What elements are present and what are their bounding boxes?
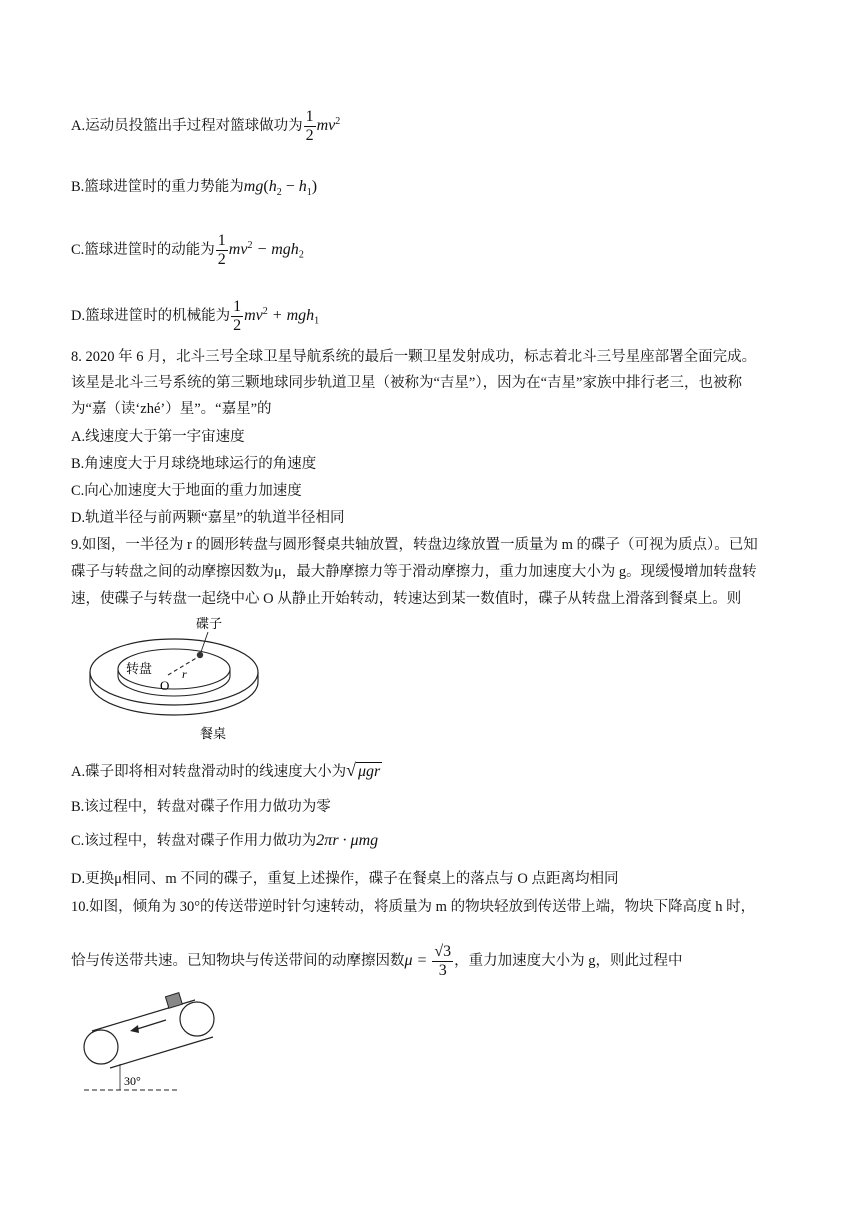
q9-stem-line-2: 碟子与转盘之间的动摩擦因数为μ，最大静摩擦力等于滑动摩擦力，重力加速度大小为 g。现缓慢增加转盘转 <box>71 564 757 580</box>
table-label: 餐桌 <box>200 726 227 741</box>
q8-option-b: B.角速度大于月球绕地球运行的角速度 <box>71 456 317 472</box>
belt-bottom <box>110 1037 213 1068</box>
q9-stem-line-1: 9.如图，一半径为 r 的圆形转盘与圆形餐桌共轴放置，转盘边缘放置一质量为 m 的碟子（可视为质点）。已知 <box>71 537 758 553</box>
q10-stem-line-1: 10.如图，倾角为 30°的传送带逆时针匀速转动，将质量为 m 的物块轻放到传送带上端，物块下降高度 h 时， <box>71 899 756 915</box>
q7-option-c-text: C.篮球进筐时的动能为 <box>71 241 215 258</box>
radius-label: r <box>182 667 187 681</box>
turntable-figure <box>84 612 264 744</box>
q9-option-d: D.更换μ相同、m 不同的碟子，重复上述操作，碟子在餐桌上的落点与 O 点距离均相同 <box>71 871 619 887</box>
plate-dot <box>197 652 203 658</box>
plate-label: 碟子 <box>196 616 223 631</box>
q7-option-a: A.运动员投篮出手过程对篮球做功为 $\frac{1}{2}$ $mv^2$ <box>71 108 341 144</box>
fraction: $\frac{1}{2}$ <box>233 298 242 334</box>
fraction: $\frac{1}{2}$ <box>305 108 314 144</box>
conveyor-figure <box>80 990 230 1094</box>
q8-stem-line-3: 为“嘉（读‘zhé’）星”。“嘉星”的 <box>71 401 272 417</box>
q7-option-c: C.篮球进筐时的动能为 $\frac{1}{2}$ $mv^2 - mgh_2$ <box>71 232 304 268</box>
motion-arrow <box>134 1020 166 1030</box>
math-expr: mv <box>316 116 336 134</box>
arrow-head <box>130 1025 139 1033</box>
q7-option-d-text: D.篮球进筐时的机械能为 <box>71 307 231 324</box>
q7-option-a-text: A.运动员投篮出手过程对篮球做功为 <box>71 117 303 134</box>
upper-roller <box>180 1002 214 1036</box>
q8-option-a: A.线速度大于第一宇宙速度 <box>71 429 245 445</box>
q10-stem-line-2: 恰与传送带共速。已知物块与传送带间的动摩擦因数μ = $\frac{√3}{3}$ ，重力加速度大小为 g，则此过程中 <box>71 943 683 979</box>
q9-option-c-text: C.该过程中，转盘对碟子作用力做功为 <box>71 833 317 849</box>
fraction: $\frac{1}{2}$ <box>217 232 226 268</box>
q7-option-d: D.篮球进筐时的机械能为 $\frac{1}{2}$ $mv^2 + mgh_1$ <box>71 298 320 334</box>
q8-stem-line-2: 该星是北斗三号系统的第三颗地球同步轨道卫星（被称为“吉星”），因为在“吉星”家族中排行老三，也被称 <box>71 375 742 391</box>
sqrt-sign: √ <box>346 760 356 780</box>
angle-label: 30° <box>124 1074 141 1088</box>
q9-option-a-text: A.碟子即将相对转盘滑动时的线速度大小为 <box>71 764 347 780</box>
lower-roller <box>84 1030 118 1064</box>
q8-option-c: C.向心加速度大于地面的重力加速度 <box>71 483 302 499</box>
q8-option-d: D.轨道半径与前两颗“嘉星”的轨道半径相同 <box>71 510 345 526</box>
q7-option-b-text: B.篮球进筐时的重力势能为 <box>71 179 244 195</box>
fraction: $\frac{√3}{3}$ <box>434 943 452 979</box>
q7-option-b: B.篮球进筐时的重力势能为$mg(h_2 - h_1)$ <box>71 178 318 198</box>
q9-stem-line-3: 速，使碟子与转盘一起绕中心 O 从静止开始转动，转速达到某一数值时，碟子从转盘上滑落到餐桌上。则 <box>71 591 742 607</box>
q8-stem-line-1: 8. 2020 年 6 月，北斗三号全球卫星导航系统的最后一颗卫星发射成功，标志着北斗三号星座部署全面完成。 <box>71 349 757 365</box>
q9-option-b: B.该过程中，转盘对碟子作用力做功为零 <box>71 799 331 815</box>
turntable-label: 转盘 <box>126 661 153 676</box>
center-label: O <box>160 678 170 693</box>
block <box>165 993 182 1009</box>
q9-option-a: A.碟子即将相对转盘滑动时的线速度大小为√ μgr <box>71 760 381 780</box>
q9-option-c: C.该过程中，转盘对碟子作用力做功为2πr · μmg <box>71 832 379 849</box>
